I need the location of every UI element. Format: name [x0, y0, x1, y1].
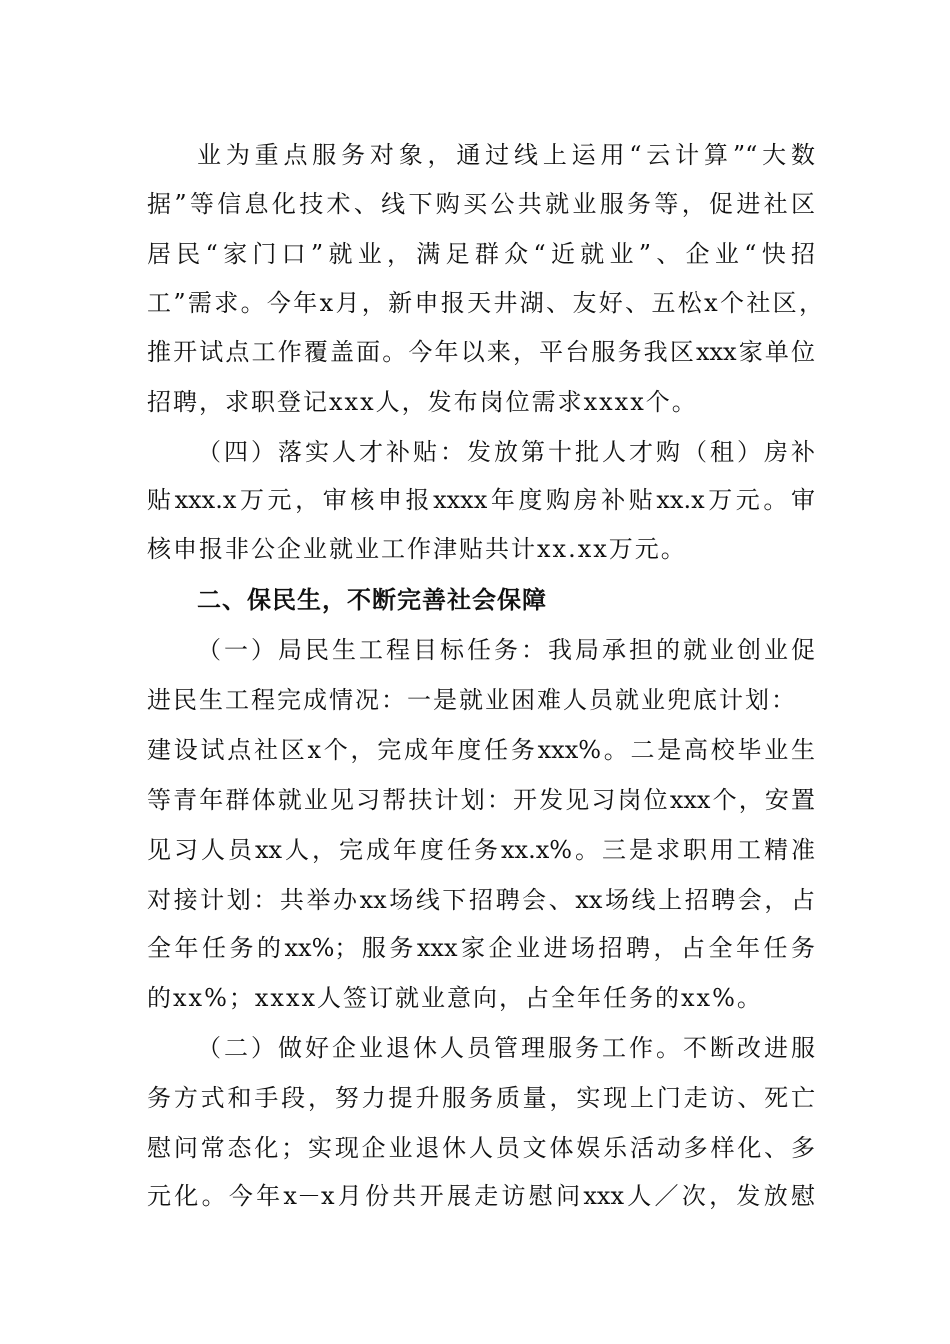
section-heading-1: （一）局民生工程目标任务：我局承担的就业创业促: [197, 636, 815, 664]
text-line: 元化。今年x－x月份共开展走访慰问xxx人／次，发放慰: [147, 1182, 815, 1210]
text-line: 全年任务的xx%；服务xxx家企业进场招聘，占全年任务: [147, 934, 815, 962]
text-line: 贴xxx.x万元，审核申报xxxx年度购房补贴xx.x万元。审: [147, 486, 815, 514]
text-line: 据”等信息化技术、线下购买公共就业服务等，促进社区: [147, 190, 815, 218]
chapter-heading: 二、保民生，不断完善社会保障: [197, 586, 547, 614]
section-heading-2: （二）做好企业退休人员管理服务工作。不断改进服: [197, 1034, 815, 1062]
text-line: 推开试点工作覆盖面。今年以来，平台服务我区xxx家单位: [147, 338, 815, 366]
text-line: 的xx%；xxxx人签订就业意向，占全年任务的xx%。: [147, 984, 763, 1012]
text-line: 核申报非公企业就业工作津贴共计xx.xx万元。: [147, 535, 687, 563]
text-line: 进民生工程完成情况：一是就业困难人员就业兜底计划：: [147, 686, 797, 714]
text-line: 居民“家门口”就业，满足群众“近就业”、企业“快招: [147, 240, 815, 268]
text-line: 等青年群体就业见习帮扶计划：开发见习岗位xxx个，安置: [147, 786, 815, 814]
text-line: 对接计划：共举办xx场线下招聘会、xx场线上招聘会，占: [147, 886, 815, 914]
text-line: 慰问常态化；实现企业退休人员文体娱乐活动多样化、多: [147, 1134, 815, 1162]
text-line: 工”需求。今年x月，新申报天井湖、友好、五松x个社区，: [147, 289, 823, 317]
text-line: 业为重点服务对象，通过线上运用“云计算”“大数: [197, 141, 815, 169]
text-line: 见习人员xx人，完成年度任务xx.x%。三是求职用工精准: [147, 836, 815, 864]
text-line: 招聘，求职登记xxx人，发布岗位需求xxxx个。: [147, 388, 698, 416]
text-line: 建设试点社区x个，完成年度任务xxx%。二是高校毕业生: [147, 736, 815, 764]
section-heading-4: （四）落实人才补贴：发放第十批人才购（租）房补: [197, 438, 815, 466]
text-line: 务方式和手段，努力提升服务质量，实现上门走访、死亡: [147, 1084, 815, 1112]
